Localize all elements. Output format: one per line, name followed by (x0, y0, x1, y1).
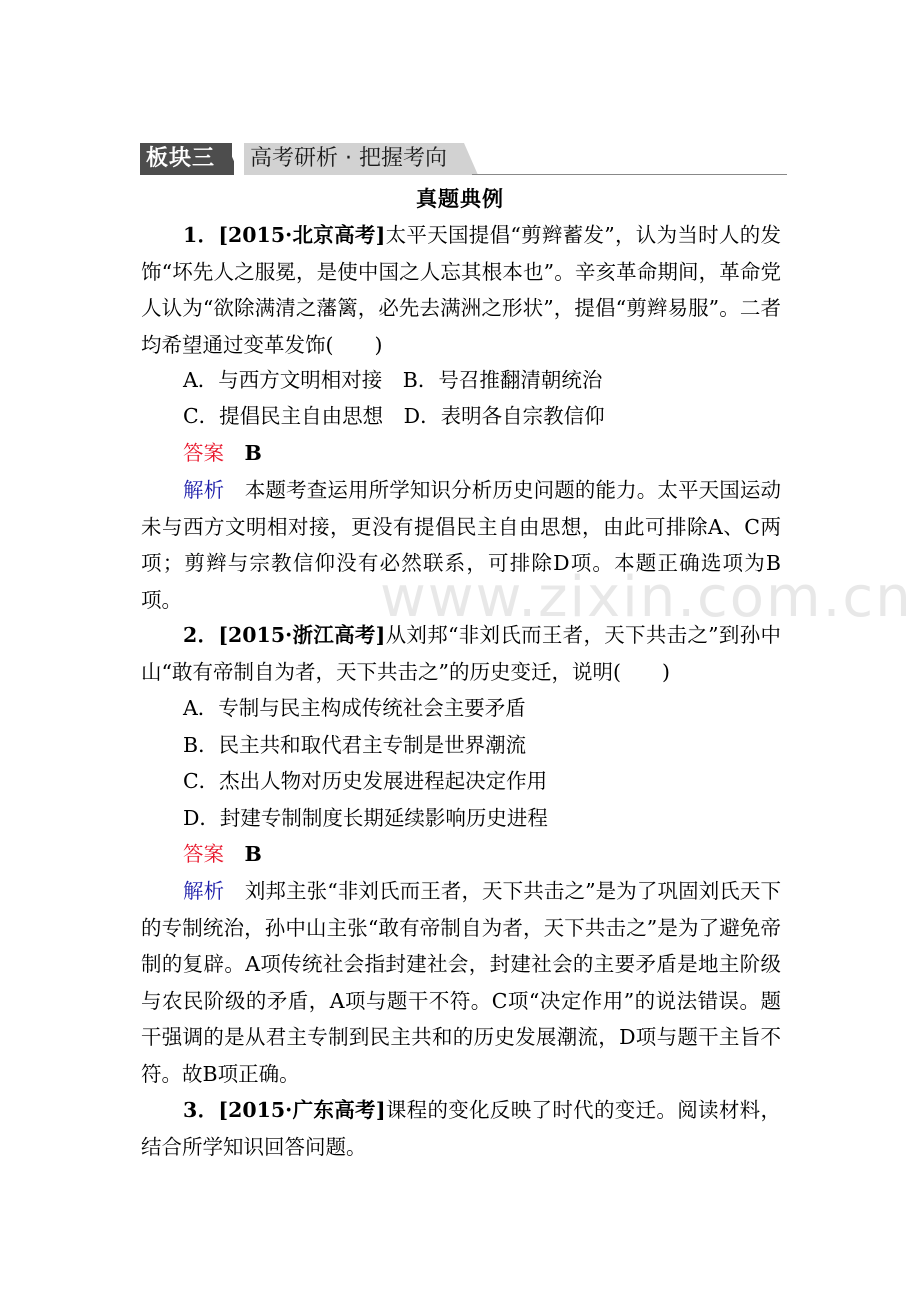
question-2-option-d: D．封建专制制度长期延续影响历史进程 (183, 806, 548, 830)
header-tail-shape (464, 143, 478, 175)
block-subtitle: 高考研析 · 把握考向 (244, 143, 464, 175)
question-1-tag: 1．[2015·北京高考] (183, 223, 386, 247)
answer-value: B (244, 441, 262, 465)
question-3-tag: 3．[2015·广东高考] (183, 1098, 386, 1122)
header-rule (472, 174, 787, 175)
question-1-stem (141, 217, 781, 363)
question-1-options-ab: A．与西方文明相对接 B．号召推翻清朝统治 (183, 368, 603, 392)
section-title: 真题典例 (416, 186, 504, 211)
analysis-label: 解析 (183, 478, 225, 502)
question-2-text: 从刘邦“非刘氏而王者，天下共击之”到孙中山“敢有帝制自为者，天下共击之”的历史变迁，说明( ) (141, 623, 782, 684)
question-1-analysis (141, 472, 781, 618)
analysis-text: 本题考查运用所学知识分析历史问题的能力。太平天国运动未与西方文明相对接，更没有提倡民主自由思想，由此可排除A、C两项；剪辫与宗教信仰没有必然联系，可排除D项。本题正确选项为B项。 (141, 478, 781, 612)
question-1-text: 太平天国提倡“剪辫蓄发”，认为当时人的发饰“坏先人之服冕，是使中国之人忘其根本也”。辛亥革命期间，革命党人认为“欲除满清之藩篱，必先去满洲之形状”，提倡“剪辫易服”。二者均希望通过变革发饰( ) (141, 223, 782, 357)
answer-label: 答案 (183, 842, 224, 866)
analysis-text: 刘邦主张“非刘氏而王者，天下共击之”是为了巩固刘氏天下的专制统治，孙中山主张“敢有帝制自为者，天下共击之”是为了避免帝制的复辟。A项传统社会指封建社会，封建社会的主要矛盾是地主阶级与农民阶级的矛盾，A项与题干不符。C项“决定作用”的说法错误。题干强调的是从君主专制到民主共和的历史发展潮流，D项与题干主旨不符。故B项正确。 (141, 879, 782, 1086)
question-3-stem (141, 1092, 781, 1165)
question-2-tag: 2．[2015·浙江高考] (183, 623, 386, 647)
watermark: www.zixin.com.cn (380, 565, 913, 630)
question-2-option-c: C．杰出人物对历史发展进程起决定作用 (183, 769, 548, 793)
question-1-answer (183, 435, 783, 472)
question-3-text: 课程的变化反映了时代的变迁。阅读材料，结合所学知识回答问题。 (141, 1098, 781, 1159)
section-header-bar (140, 143, 787, 175)
block-label: 板块三 (140, 143, 232, 175)
question-1-options-cd: C．提倡民主自由思想 D．表明各自宗教信仰 (183, 404, 605, 428)
question-2-analysis (141, 873, 781, 1092)
question-2-stem (141, 617, 781, 690)
question-2-option-a: A．专制与民主构成传统社会主要矛盾 (183, 696, 526, 720)
analysis-label: 解析 (183, 879, 225, 903)
question-2-option-b: B．民主共和取代君主专制是世界潮流 (183, 733, 527, 757)
question-2-answer (183, 836, 783, 873)
answer-value: B (244, 842, 262, 866)
answer-label: 答案 (183, 441, 224, 465)
